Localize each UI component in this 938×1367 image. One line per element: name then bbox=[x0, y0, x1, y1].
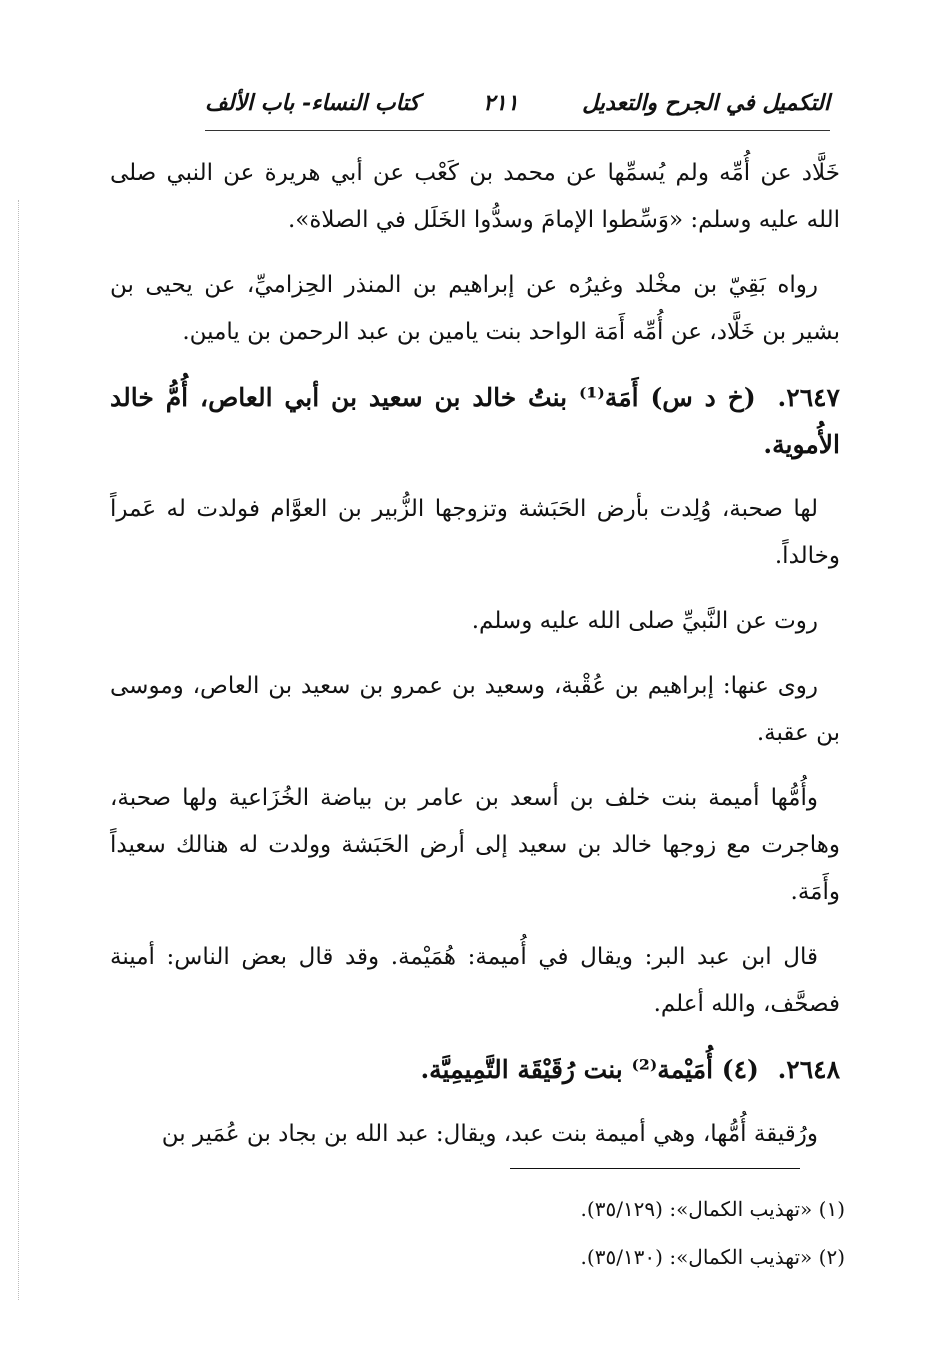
entry-heading-2648 bbox=[110, 1046, 840, 1093]
footnote: (١) «تهذيب الكمال»: (٣٥/١٢٩). bbox=[580, 1197, 845, 1221]
paragraph: قال ابن عبد البر: ويقال في أُميمة: هُمَيْمة. وقد قال بعض الناس: أمينة فصحَّف، والله أعلم. bbox=[110, 944, 840, 1017]
paragraph: رواه بَقِيّ بن مخْلد وغيرُه عن إبراهيم بن المنذر الحِزاميِّ، عن يحيى بن بشير بن خَلَّاد، عن أُمِّه أَمَة الواحد بنت يامين بن عبد الرحمن بن يامين. bbox=[110, 272, 840, 345]
entry-title: (٤) أُمَيْمة⁽²⁾ بنت رُقَيْقَة التَّمِيمِيَّة. bbox=[420, 1055, 759, 1084]
paragraph: وأُمُّها أميمة بنت خلف بن أسعد بن عامر بن بياضة الخُزَاعية ولها صحبة، وهاجرت مع زوجها خالد بن سعيد إلى أرض الحَبَشة وولدت له هنالك سعيداً وأَمَة. bbox=[110, 785, 840, 905]
scan-margin-artifact bbox=[18, 200, 21, 1300]
entry-heading-2647 bbox=[110, 374, 840, 468]
entry-title: (خ د س) أَمَة⁽¹⁾ بنتُ خالد بن سعيد بن أبي العاص، أُمُّ خالد الأُموية. bbox=[110, 383, 840, 459]
page-number: ٢١١ bbox=[483, 90, 519, 116]
paragraph: ورُقيقة أُمُّها، وهي أميمة بنت عبد، ويقال: عبد الله بن بجاد بن عُمَير بن bbox=[161, 1121, 818, 1147]
footnote-divider bbox=[510, 1168, 800, 1169]
paragraph: خَلَّاد عن أُمِّه ولم يُسمِّها عن محمد بن كَعْب عن أبي هريرة عن النبي صلى الله عليه وسلم: «وَسِّطوا الإمامَ وسدُّوا الخَلَل في الصلاة». bbox=[110, 160, 840, 233]
entry-number: ٢٦٤٧. bbox=[777, 383, 840, 412]
footnotes bbox=[300, 1185, 845, 1281]
paragraph: لها صحبة، وُلِدت بأرض الحَبَشة وتزوجها الزُّبير بن العوَّام فولدت له عَمراً وخالداً. bbox=[110, 496, 840, 569]
running-header bbox=[205, 90, 830, 116]
section-title: كتاب النساء- باب الألف bbox=[205, 90, 420, 116]
page-body bbox=[110, 150, 840, 1176]
paragraph: روت عن النَّبيِّ صلى الله عليه وسلم. bbox=[471, 608, 818, 634]
footnote: (٢) «تهذيب الكمال»: (٣٥/١٣٠). bbox=[580, 1245, 845, 1269]
header-divider bbox=[205, 130, 830, 131]
book-title: التكميل في الجرح والتعديل bbox=[582, 90, 830, 116]
paragraph: روى عنها: إبراهيم بن عُقْبة، وسعيد بن عمرو بن سعيد بن العاص، وموسى بن عقبة. bbox=[110, 673, 840, 746]
entry-number: ٢٦٤٨. bbox=[777, 1055, 840, 1084]
